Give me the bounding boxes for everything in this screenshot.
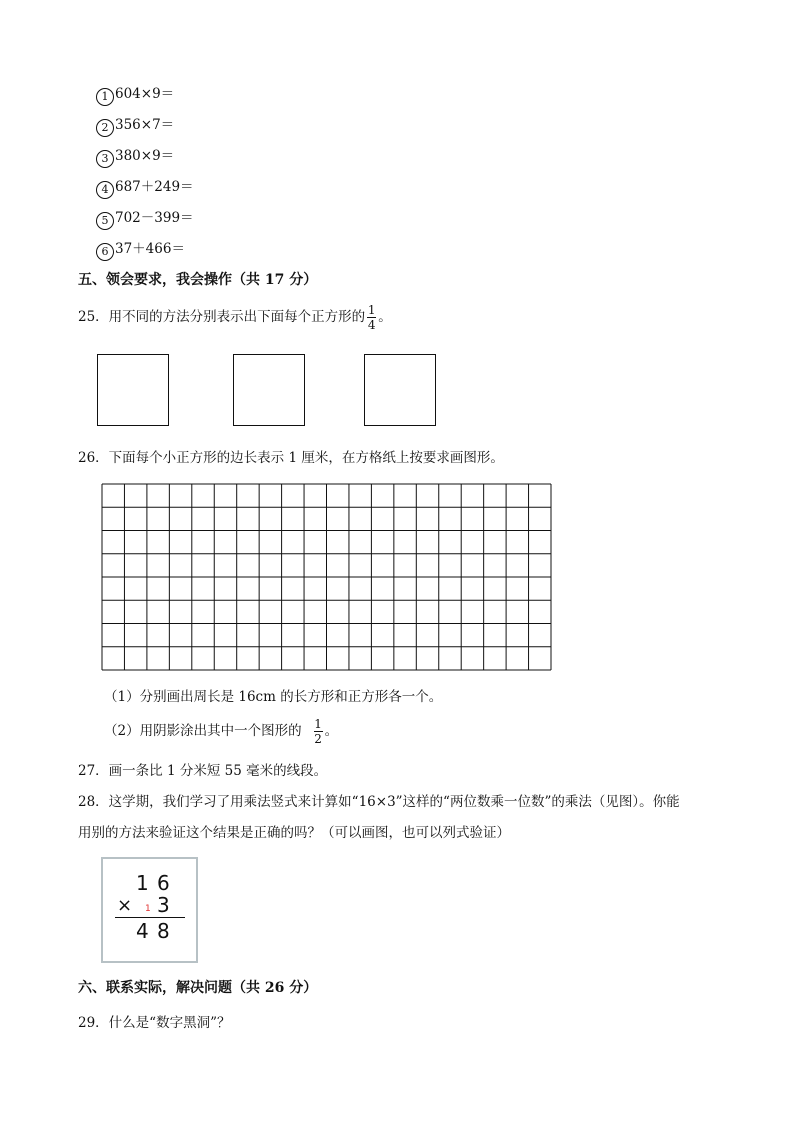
question-28-line-2: 用别的方法来验证这个结果是正确的吗？（可以画图，也可以列式验证） <box>78 825 510 841</box>
product-ones-digit: 8 <box>157 919 170 943</box>
question-26: 26．下面每个小正方形的边长表示 1 厘米，在方格纸上按要求画图形。 <box>78 450 504 466</box>
question-text: 25．用不同的方法分别表示出下面每个正方形的 <box>78 309 366 325</box>
question-25 <box>78 304 392 331</box>
circled-number: 5 <box>96 212 114 230</box>
fraction-one-half <box>314 718 323 745</box>
circled-number: 6 <box>96 243 114 261</box>
fraction-denominator: 2 <box>314 732 322 746</box>
product-tens-digit: 4 <box>136 919 149 943</box>
calc-expression: 37＋466＝ <box>115 241 185 257</box>
question-29: 29．什么是“数字黑洞”？ <box>78 1015 231 1031</box>
calc-item-4 <box>96 175 194 199</box>
blank-square-1[interactable] <box>97 354 169 426</box>
calc-item-6 <box>96 237 185 261</box>
question-text: （2）用阴影涂出其中一个图形的 <box>104 723 302 739</box>
question-28-line-1: 28．这学期，我们学习了用乘法竖式来计算如“16×3”这样的“两位数乘一位数”的乘法（见图）。你能 <box>78 794 680 810</box>
result-line <box>115 917 185 918</box>
calc-item-3 <box>96 144 174 168</box>
circled-number: 4 <box>96 181 114 199</box>
section-heading-6: 六、联系实际，解决问题（共 26 分） <box>78 980 318 996</box>
fraction-numerator: 1 <box>367 303 376 317</box>
multiplier-digit: 3 <box>157 893 170 917</box>
multiply-sign: × <box>117 895 133 916</box>
fraction-one-quarter <box>367 304 376 331</box>
calc-expression: 380×9＝ <box>115 148 175 164</box>
question-end-punct: 。 <box>324 723 339 739</box>
question-end-punct: 。 <box>378 309 392 325</box>
multiplicand-tens-digit: 1 <box>136 871 149 895</box>
calc-expression: 702－399＝ <box>115 210 194 226</box>
calc-item-5 <box>96 206 194 230</box>
question-26-part-1: （1）分别画出周长是 16cm 的长方形和正方形各一个。 <box>104 689 443 705</box>
carry-digit: 1 <box>145 904 151 914</box>
circled-number: 2 <box>96 119 114 137</box>
fraction-denominator: 4 <box>367 318 376 332</box>
grid-paper[interactable] <box>101 483 552 671</box>
calc-item-1 <box>96 82 174 106</box>
calc-expression: 356×7＝ <box>115 117 175 133</box>
question-27: 27．画一条比 1 分米短 55 毫米的线段。 <box>78 763 328 779</box>
multiplicand-ones-digit: 6 <box>157 871 170 895</box>
calc-expression: 687＋249＝ <box>115 179 194 195</box>
vertical-multiplication-figure <box>101 857 198 963</box>
section-heading-5: 五、领会要求，我会操作（共 17 分） <box>78 272 318 288</box>
circled-number: 1 <box>96 88 114 106</box>
question-26-part-2 <box>104 718 338 745</box>
calc-item-2 <box>96 113 174 137</box>
fraction-numerator: 1 <box>314 717 322 731</box>
circled-number: 3 <box>96 150 114 168</box>
calc-expression: 604×9＝ <box>115 86 175 102</box>
blank-square-2[interactable] <box>233 354 305 426</box>
blank-square-3[interactable] <box>364 354 436 426</box>
